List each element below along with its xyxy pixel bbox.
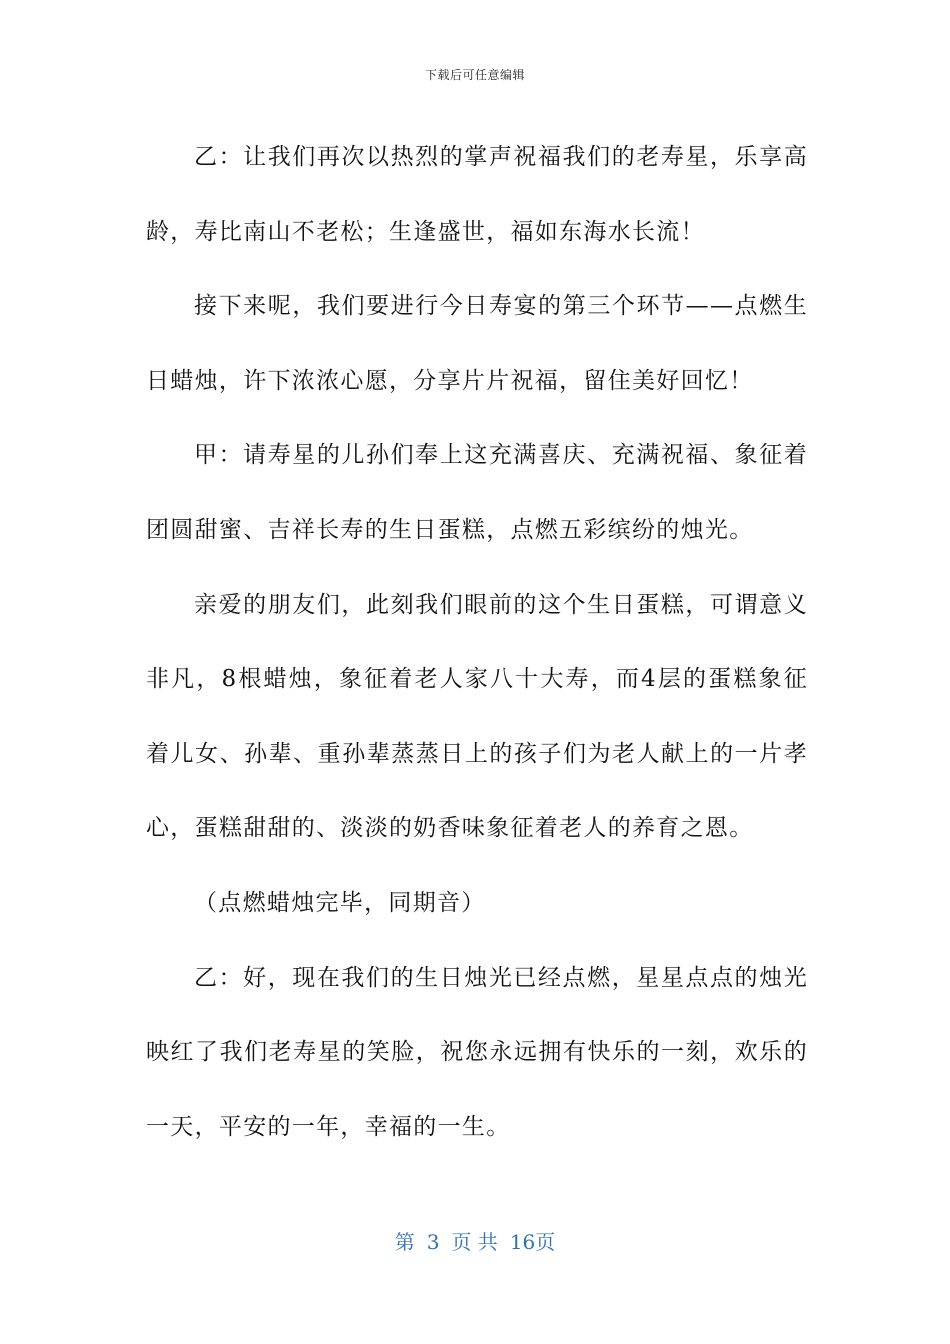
footer-prefix: 第 <box>394 1230 415 1254</box>
paragraph-3: 甲：请寿星的儿孙们奉上这充满喜庆、充满祝福、象征着团圆甜蜜、吉祥长寿的生日蛋糕，点燃五彩缤纷的烛光。 <box>146 442 808 543</box>
footer-suffix: 页 <box>535 1230 556 1254</box>
header-text: 下载后可任意编辑 <box>424 68 525 82</box>
paragraph-4: 亲爱的朋友们，此刻我们眼前的这个生日蛋糕，可谓意义非凡，8根蜡烛，象征着老人家八十大寿，而4层的蛋糕象征着儿女、孙辈、重孙辈蒸蒸日上的孩子们为老人献上的一片孝心，蛋糕甜甜的、淡淡的奶香味象征着老人的养育之恩。 <box>146 591 808 842</box>
paragraph-5: （点燃蜡烛完毕，同期音） <box>194 889 486 916</box>
document-body <box>146 120 808 1164</box>
paragraph-1: 乙：让我们再次以热烈的掌声祝福我们的老寿星，乐享高龄，寿比南山不老松；生逢盛世，福如东海水长流！ <box>146 144 808 245</box>
footer-total-pages: 16 <box>509 1230 536 1254</box>
footer-current-page: 3 <box>426 1230 440 1254</box>
paragraph-6: 乙：好，现在我们的生日烛光已经点燃，星星点点的烛光映红了我们老寿星的笑脸，祝您永远拥有快乐的一刻，欢乐的一天，平安的一年，幸福的一生。 <box>146 964 808 1140</box>
page-header <box>0 66 950 83</box>
page-footer <box>0 1226 950 1255</box>
footer-middle: 页 共 <box>451 1230 498 1254</box>
paragraph-2: 接下来呢，我们要进行今日寿宴的第三个环节——点燃生日蜡烛，许下浓浓心愿，分享片片祝福，留住美好回忆！ <box>146 293 808 394</box>
